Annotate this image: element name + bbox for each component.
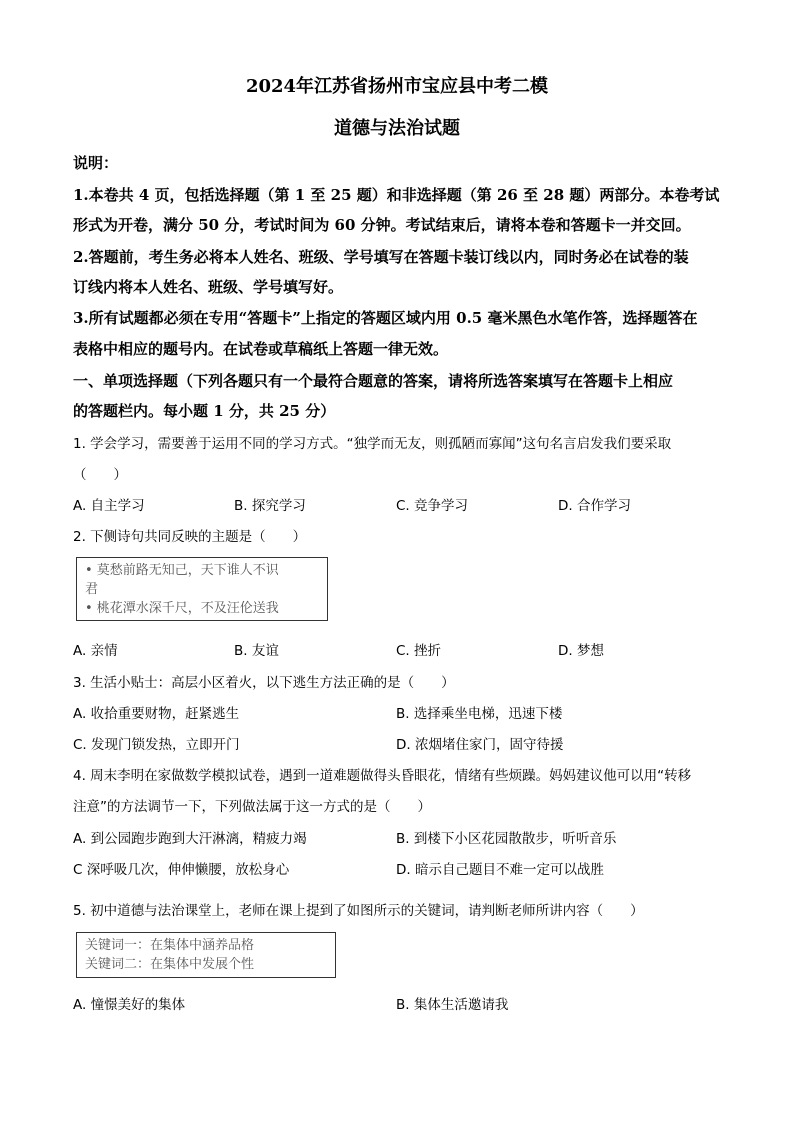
poem-box [76,557,328,621]
option-b: B. 探究学习 [234,498,306,514]
instruction-line: 形式为开卷，满分 50 分，考试时间为 60 分钟。考试结束后，请将本卷和答题卡一并交回。 [73,216,691,234]
poem-line: • 桃花潭水深千尺，不及汪伦送我 [85,601,279,616]
instruction-line: 3.所有试题都必须在专用“答题卡”上指定的答题区域内用 0.5 毫米黑色水笔作答，选择题答在 [73,309,698,327]
keyword-box [76,932,336,978]
option-a: A. 自主学习 [73,498,145,514]
instructions-heading: 说明： [73,154,119,172]
poem-line: 君 [85,582,99,597]
instruction-line: 表格中相应的题号内。在试卷或草稿纸上答题一律无效。 [73,340,449,358]
option-c: C. 发现门锁发热，立即开门 [73,737,240,753]
exam-subtitle: 道德与法治试题 [334,118,460,139]
poem-line: • 莫愁前路无知己，天下谁人不识 [85,563,279,578]
option-b: B. 集体生活邀请我 [396,997,509,1013]
instruction-line: 2.答题前，考生务必将本人姓名、班级、学号填写在答题卡装订线以内，同时务必在试卷的装 [73,248,689,266]
keyword-line: 关键词一：在集体中涵养品格 [85,938,255,953]
keyword-line: 关键词二：在集体中发展个性 [85,957,255,972]
option-a: A. 亲情 [73,643,118,659]
option-a: A. 憧憬美好的集体 [73,997,186,1013]
question-stem: 1. 学会学习，需要善于运用不同的学习方式。“独学而无友，则孤陋而寡闻”这句名言启发我们要采取 [73,436,672,452]
option-d: D. 梦想 [558,643,604,659]
option-c: C. 竞争学习 [396,498,469,514]
option-a: A. 到公园跑步跑到大汗淋漓，精疲力竭 [73,831,307,847]
option-c: C 深呼吸几次，伸伸懒腰，放松身心 [73,862,290,878]
question-stem: 5. 初中道德与法治课堂上，老师在课上提到了如图所示的关键词，请判断老师所讲内容（ ） [73,903,644,919]
option-a: A. 收拾重要财物，赶紧逃生 [73,706,240,722]
option-b: B. 选择乘坐电梯，迅速下楼 [396,706,563,722]
question-stem-cont: 注意”的方法调节一下，下列做法属于这一方式的是（ ） [73,799,431,815]
option-b: B. 到楼下小区花园散散步，听听音乐 [396,831,617,847]
question-stem: 2. 下侧诗句共同反映的主题是（ ） [73,529,307,545]
instruction-line: 1.本卷共 4 页，包括选择题（第 1 至 25 题）和非选择题（第 26 至 28 题）两部分。本卷考试 [73,186,720,204]
instruction-line: 订线内将本人姓名、班级、学号填写好。 [73,278,344,296]
option-d: D. 合作学习 [558,498,631,514]
exam-title: 2024年江苏省扬州市宝应县中考二模 [245,76,549,97]
option-b: B. 友谊 [234,643,279,659]
question-stem: 4. 周末李明在家做数学模拟试卷，遇到一道难题做得头昏眼花，情绪有些烦躁。妈妈建议他可以用“转移 [73,768,692,784]
option-c: C. 挫折 [396,643,442,659]
question-stem: 3. 生活小贴士：高层小区着火，以下逃生方法正确的是（ ） [73,675,455,691]
option-d: D. 暗示自己题目不难一定可以战胜 [396,862,604,878]
option-d: D. 浓烟堵住家门，固守待援 [396,737,564,753]
section-heading-cont: 的答题栏内。每小题 1 分，共 25 分） [73,402,336,420]
question-stem-cont: （ ） [73,467,127,483]
section-heading: 一、单项选择题（下列各题只有一个最符合题意的答案，请将所选答案填写在答题卡上相应 [73,372,674,390]
